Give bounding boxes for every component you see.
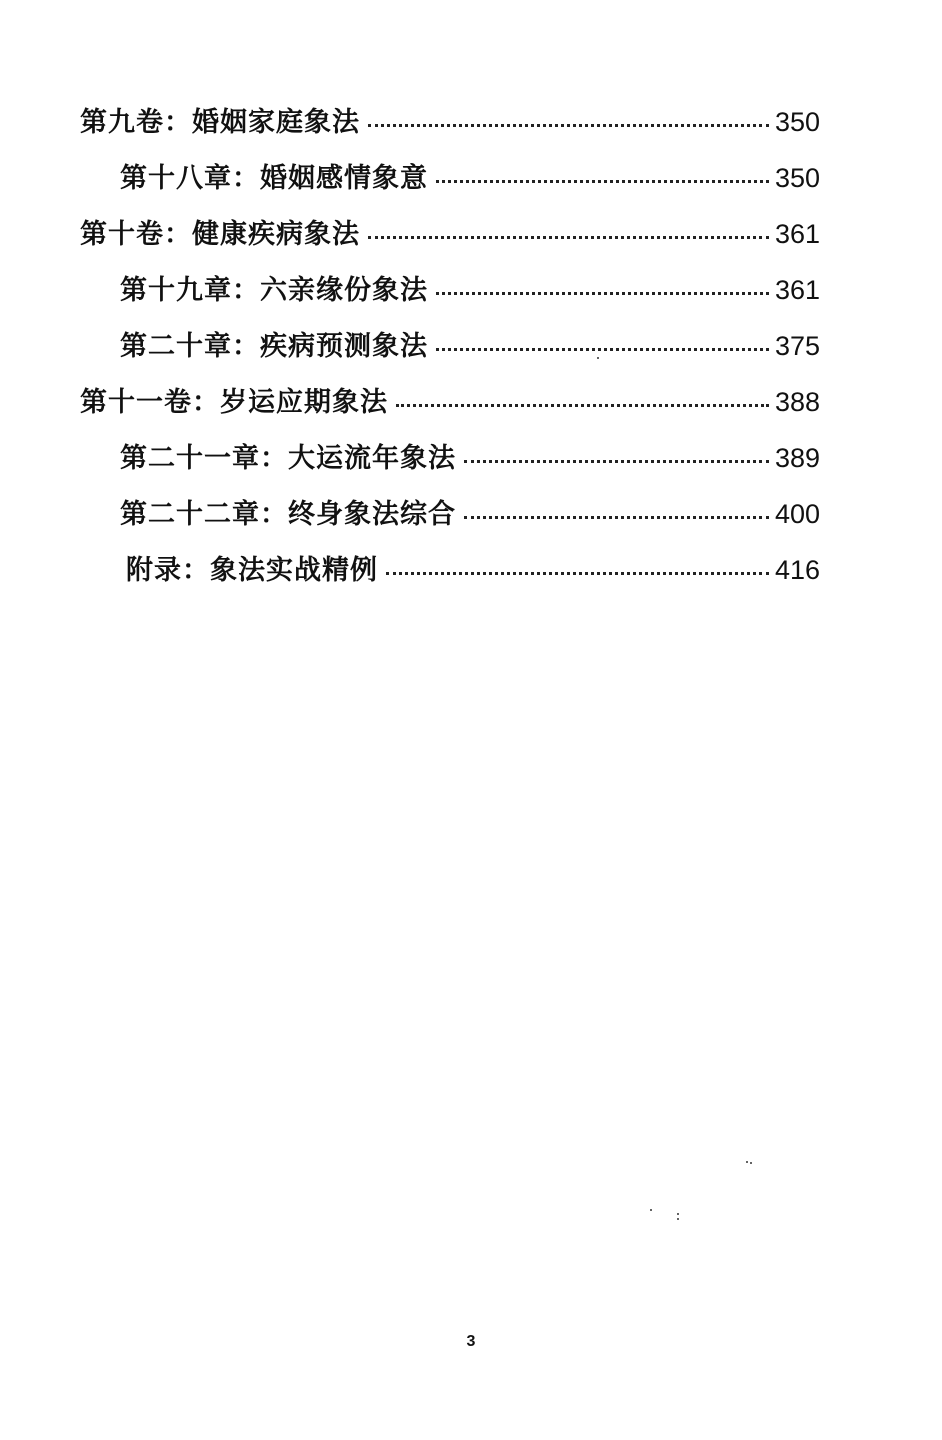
toc-entry-page: 388 (774, 387, 820, 417)
toc-entry-title: 第九卷：婚姻家庭象法 (80, 107, 360, 138)
scan-speck (597, 357, 599, 359)
toc-entry-page: 350 (774, 163, 820, 193)
toc-entry-page: 350 (774, 107, 820, 137)
dot-leader (396, 404, 769, 407)
dot-leader (436, 292, 769, 295)
dot-leader (368, 236, 769, 239)
dot-leader (464, 460, 769, 463)
toc-entry-page: 361 (774, 275, 820, 305)
toc-entry-chapter-20[interactable] (120, 324, 820, 364)
toc-entry-chapter-22[interactable] (120, 492, 820, 532)
toc-entry-volume-10[interactable] (80, 212, 820, 252)
toc-entry-title: 第二十一章：大运流年象法 (120, 443, 456, 474)
toc-entry-title: 第二十章：疾病预测象法 (120, 331, 428, 362)
toc-entry-title: 附录：象法实战精例 (126, 555, 378, 586)
toc-entry-page: 361 (774, 219, 820, 249)
toc-entry-page: 416 (774, 555, 820, 585)
dot-leader (368, 124, 769, 127)
toc-entry-title: 第十九章：六亲缘份象法 (120, 275, 428, 306)
table-of-contents (0, 0, 942, 600)
scan-speck (750, 1162, 752, 1164)
toc-entry-title: 第十一卷：岁运应期象法 (80, 387, 388, 418)
dot-leader (436, 348, 769, 351)
scan-speck (677, 1213, 679, 1215)
toc-entry-volume-9[interactable] (80, 100, 820, 140)
toc-entry-page: 375 (774, 331, 820, 361)
scan-speck (746, 1161, 748, 1163)
toc-entry-appendix[interactable] (126, 548, 820, 588)
page-number: 3 (466, 1333, 476, 1350)
dot-leader (436, 180, 769, 183)
toc-entry-chapter-21[interactable] (120, 436, 820, 476)
toc-entry-title: 第十卷：健康疾病象法 (80, 219, 360, 250)
toc-entry-title: 第二十二章：终身象法综合 (120, 499, 456, 530)
toc-entry-volume-11[interactable] (80, 380, 820, 420)
dot-leader (464, 516, 769, 519)
dot-leader (386, 572, 769, 575)
toc-entry-page: 389 (774, 443, 820, 473)
toc-entry-title: 第十八章：婚姻感情象意 (120, 163, 428, 194)
scan-speck (677, 1218, 679, 1220)
toc-entry-chapter-18[interactable] (120, 156, 820, 196)
toc-entry-page: 400 (774, 499, 820, 529)
scan-speck (650, 1209, 652, 1211)
toc-entry-chapter-19[interactable] (120, 268, 820, 308)
